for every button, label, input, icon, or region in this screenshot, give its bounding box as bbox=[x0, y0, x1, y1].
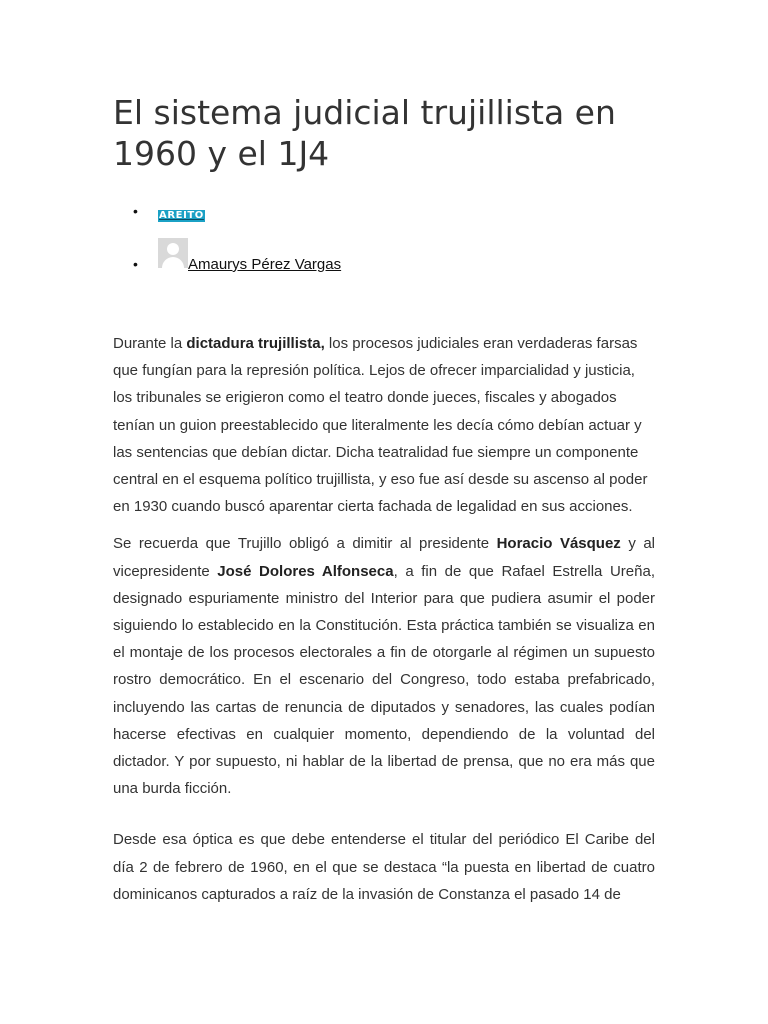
user-avatar-icon bbox=[158, 238, 188, 268]
category-link[interactable]: AREITO bbox=[159, 210, 204, 221]
meta-category-item bbox=[113, 196, 655, 228]
meta-author-item bbox=[113, 238, 655, 278]
article-body bbox=[113, 330, 655, 908]
paragraph: Durante la dictadura trujillista, los procesos judiciales eran verdaderas farsas que fungían para la represión política. Lejos de ofrecer imparcialidad y justicia, los tribunales se erigieron como el teatro donde jueces, fiscales y abogados tenían un guion preestablecido que literalmente les decía cómo debían actuar y las sentencias que debían dictar. Dicha teatralidad fue siempre un componente central en el esquema político trujillista, y eso fue así desde su ascenso al poder en 1930 cuando buscó aparentar cierta fachada de legalidad en sus acciones. bbox=[113, 335, 648, 516]
paragraph: Se recuerda que Trujillo obligó a dimitir al presidente Horacio Vásquez y al vicepresidente José Dolores Alfonseca, a fin de que Rafael Estrella Ureña, designado espuriamente ministro del Interior para que pudiera asumir el poder siguiendo lo establecido en la Constitución. Esta práctica también se visualiza en el montaje de los procesos electorales a fin de otorgarle al régimen un supuesto rostro democrático. En el escenario del Congreso, todo estaba prefabricado, incluyendo las cartas de renuncia de diputados y senadores, las cuales podían hacerse efectivas en cualquier momento, dependiendo de la voluntad del dictador. Y por supuesto, ni hablar de la libertad de prensa, que no era más que una burda ficción. bbox=[113, 535, 656, 798]
paragraph: Desde esa óptica es que debe entenderse el titular del periódico El Caribe del día 2 de febrero de 1960, en el que se destaca “la puesta en libertad de cuatro dominicanos capturados a raíz de la invasión de Constanza el pasado 14 de bbox=[113, 831, 655, 903]
bullet-icon: • bbox=[133, 203, 138, 219]
article-meta bbox=[113, 196, 655, 278]
author-link[interactable]: Amaurys Pérez Vargas bbox=[188, 256, 342, 273]
article-title: El sistema judicial trujillista en 1960 y el 1J4 bbox=[113, 93, 616, 173]
bullet-icon: • bbox=[133, 256, 138, 272]
